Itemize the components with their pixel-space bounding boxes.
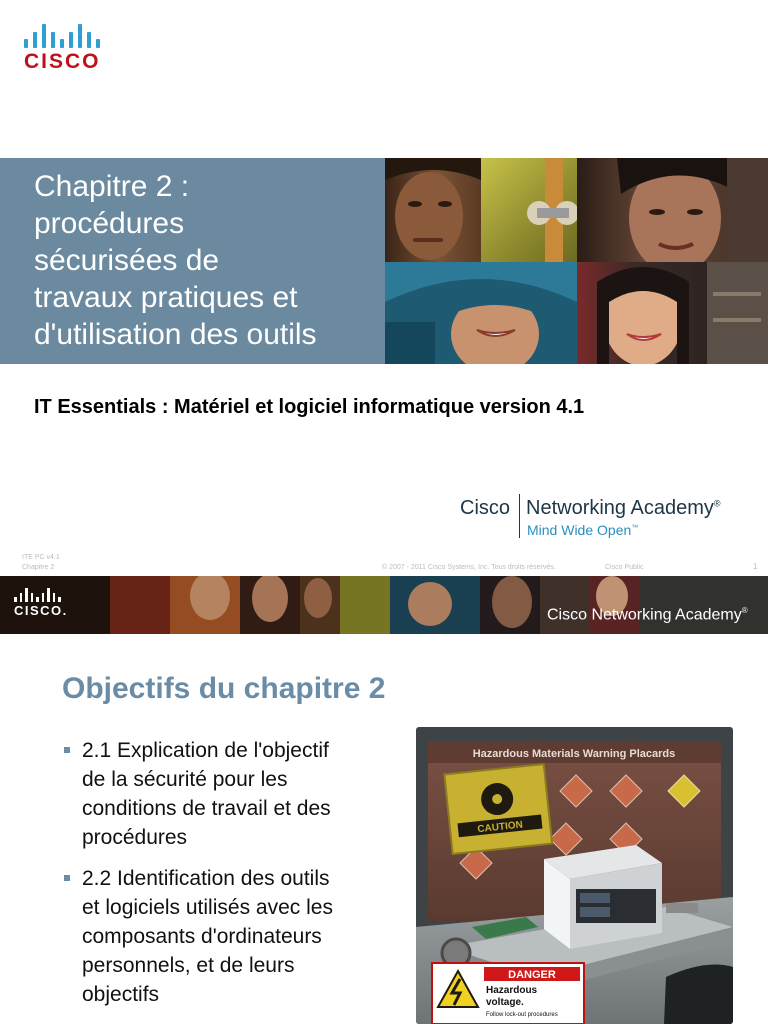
bullet-square-icon (64, 875, 70, 881)
banner-cisco-logo (14, 588, 68, 618)
objectives-title: Objectifs du chapitre 2 (62, 672, 386, 705)
cisco-bridge-icon (14, 588, 68, 602)
photo-student-4 (577, 262, 768, 364)
slide-title-line: procédures (34, 207, 185, 240)
bullet-line: composants d'ordinateurs (82, 925, 322, 948)
bullet-line: procédures (82, 826, 188, 849)
photo-student-3 (385, 262, 577, 364)
hazard-safety-illustration (416, 727, 733, 1024)
slide-title-line: Chapitre 2 : (34, 170, 190, 203)
danger-text-2: voltage. (486, 997, 524, 1008)
bullet-line: conditions de travail et des (82, 797, 331, 820)
cisco-logo (24, 22, 116, 74)
bullet-square-icon (64, 747, 70, 753)
photo-student-2 (577, 158, 768, 262)
footer-page-number: 1 (753, 562, 758, 571)
bullet-line: et logiciels utilisés avec les (82, 896, 333, 919)
registered-mark: ® (713, 498, 721, 509)
header-banner (0, 576, 768, 634)
footer-course: ITE PC v4.1 (22, 554, 60, 561)
cisco-bridge-icon (24, 22, 116, 48)
academy-separator (519, 494, 520, 538)
academy-tagline (527, 522, 638, 538)
photo-student-1 (385, 158, 481, 262)
course-subtitle: IT Essentials : Matériel et logiciel informatique version 4.1 (34, 396, 585, 418)
slide-title-line: travaux pratiques et (34, 281, 298, 314)
placard-header: Hazardous Materials Warning Placards (472, 748, 676, 760)
banner-photo-strip (0, 576, 768, 634)
danger-text-1: Hazardous (486, 985, 538, 996)
footer-copyright: © 2007 - 2011 Cisco Systems, Inc. Tous droits réservés. (382, 564, 556, 571)
banner-academy (547, 606, 748, 624)
title-band (0, 158, 385, 364)
trademark-mark: ™ (631, 524, 639, 532)
student-photo-collage (385, 158, 768, 364)
caution-label: CAUTION (476, 819, 524, 836)
slide-title (34, 168, 379, 353)
slide-title-line: d'utilisation des outils (34, 318, 317, 351)
danger-small-text: Follow lock-out procedures (486, 1012, 558, 1018)
list-item (62, 736, 402, 852)
academy-name-text: Networking Academy (526, 497, 714, 519)
bullet-line: 2.1 Explication de l'objectif (82, 739, 329, 762)
bullet-line: 2.2 Identification des outils (82, 867, 330, 890)
objectives-list (62, 736, 402, 1021)
academy-tagline-text: Mind Wide Open (527, 522, 632, 538)
networking-academy-logo (460, 494, 750, 544)
footer-classification: Cisco Public (605, 564, 644, 571)
photo-skateboard (481, 158, 577, 262)
banner-cisco-text: CISCO. (14, 603, 68, 618)
bullet-line: de la sécurité pour les (82, 768, 288, 791)
hazard-scene (416, 727, 733, 1024)
danger-label: DANGER (508, 969, 556, 981)
academy-name (526, 497, 721, 520)
academy-cisco-text: Cisco (460, 497, 511, 519)
bullet-line: objectifs (82, 983, 160, 1006)
banner-trademark: ® (741, 606, 748, 615)
slide-title-line: sécurisées de (34, 244, 220, 277)
footer-chapter: Chapitre 2 (22, 564, 55, 571)
cisco-logo-text: CISCO (24, 50, 101, 73)
banner-academy-text: Cisco Networking Academy (547, 606, 742, 624)
list-item (62, 864, 402, 1009)
objectives-slide (0, 576, 768, 1024)
bullet-line: personnels, et de leurs (82, 954, 295, 977)
